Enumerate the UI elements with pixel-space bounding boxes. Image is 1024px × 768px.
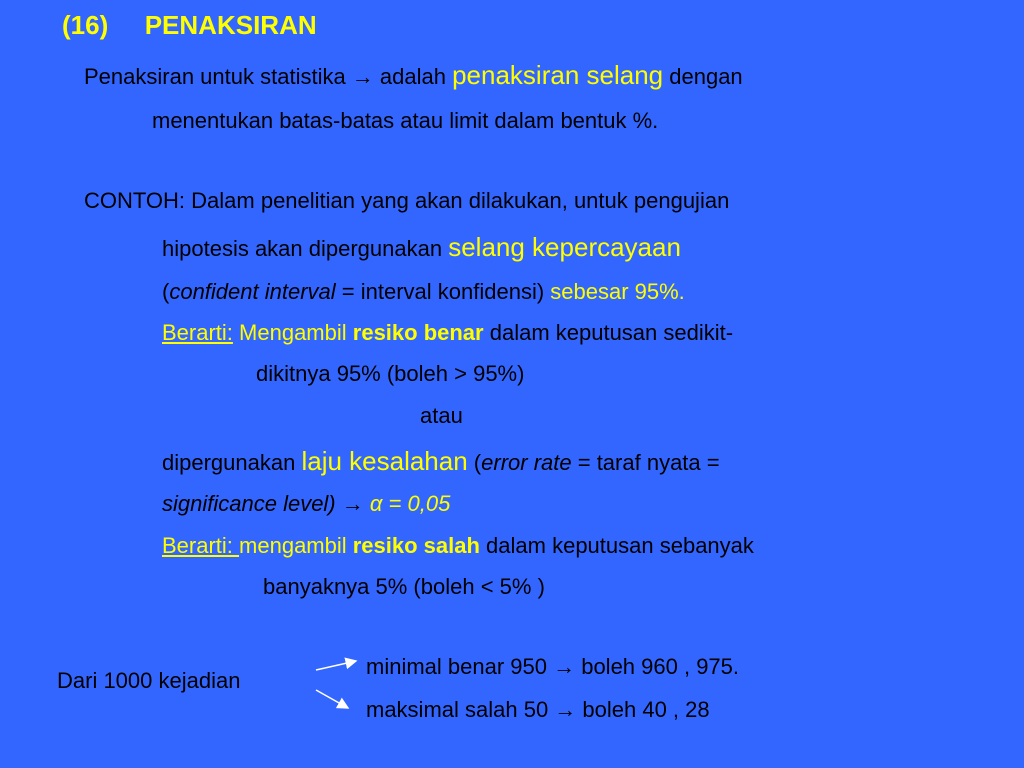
sebesar-highlight: sebesar 95%. bbox=[550, 279, 685, 304]
error-rest: = taraf nyata = bbox=[571, 450, 720, 475]
paren-open: ( bbox=[162, 279, 170, 304]
dari-1000-label: Dari 1000 kejadian bbox=[57, 668, 241, 693]
arrow-down-right bbox=[316, 690, 348, 708]
intro-highlight: penaksiran selang bbox=[452, 60, 664, 90]
alpha-highlight: α = 0,05 bbox=[369, 491, 451, 516]
resiko-salah-term: resiko salah bbox=[352, 533, 480, 558]
bottom-item-2: maksimal salah 50 → boleh 40 , 28 bbox=[366, 697, 710, 722]
significance-term: significance level) bbox=[162, 491, 336, 516]
intro-part1: Penaksiran untuk statistika → adalah bbox=[84, 64, 453, 89]
berarti-2-label: Berarti: bbox=[162, 533, 240, 558]
berarti-2-line-2: banyaknya 5% (boleh < 5% ) bbox=[263, 574, 545, 599]
resiko-benar-term: resiko benar bbox=[352, 320, 484, 345]
significance-arrow: → bbox=[335, 491, 370, 516]
arrow-up-right bbox=[316, 661, 356, 670]
berarti-2-b: dalam keputusan sebanyak bbox=[479, 533, 754, 558]
berarti-1-a: Mengambil bbox=[232, 320, 353, 345]
error-rate-term: error rate bbox=[481, 450, 572, 475]
title-number: (16) bbox=[62, 10, 109, 40]
berarti-1-line-2: dikitnya 95% (boleh > 95%) bbox=[256, 361, 525, 386]
berarti-1-b: dalam keputusan sedikit- bbox=[483, 320, 734, 345]
title-text: PENAKSIRAN bbox=[144, 10, 317, 40]
bottom-item-1: minimal benar 950 → boleh 960 , 975. bbox=[366, 654, 740, 679]
berarti-1-label: Berarti: bbox=[162, 320, 233, 345]
dipergunakan-text: dipergunakan bbox=[162, 450, 302, 475]
intro-part2: dengan bbox=[663, 64, 743, 89]
atau-text: atau bbox=[420, 403, 463, 428]
selang-kepercayaan-highlight: selang kepercayaan bbox=[448, 232, 681, 262]
intro-line-2: menentukan batas-batas atau limit dalam bentuk %. bbox=[152, 108, 659, 133]
contoh-line-3-mid: = interval konfidensi) bbox=[335, 279, 551, 304]
error-open: ( bbox=[467, 450, 482, 475]
contoh-line-2-text: hipotesis akan dipergunakan bbox=[162, 236, 449, 261]
contoh-line-1: CONTOH: Dalam penelitian yang akan dilakukan, untuk pengujian bbox=[84, 188, 730, 213]
laju-kesalahan-highlight: laju kesalahan bbox=[301, 446, 468, 476]
berarti-2-a: mengambil bbox=[239, 533, 353, 558]
confident-interval-term: confident interval bbox=[169, 279, 336, 304]
